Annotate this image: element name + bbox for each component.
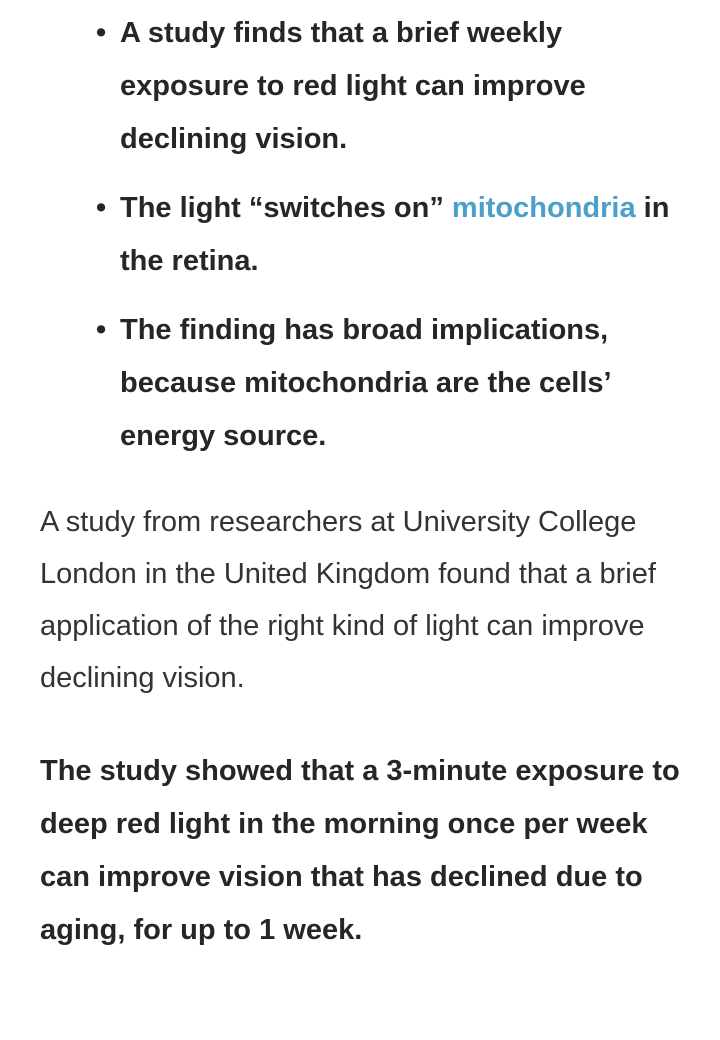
key-points-list — [96, 7, 686, 479]
bullet-icon: • — [96, 314, 107, 346]
key-point-text: The finding has broad implications, because mitochondria are the cells’ energy source. — [120, 314, 610, 452]
mitochondria-link[interactable]: mitochondria — [451, 192, 636, 224]
key-point-item — [96, 7, 686, 166]
body-paragraph-bold: The study showed that a 3-minute exposure to deep red light in the morning once per week can improve vision that has declined due to aging, for up to 1 week. — [40, 755, 680, 946]
key-point-text-after: in the retina. — [120, 192, 670, 277]
bullet-icon: • — [96, 17, 107, 49]
bullet-icon: • — [96, 192, 107, 224]
key-point-text: A study finds that a brief weekly exposure to red light can improve declining vision. — [120, 17, 586, 155]
key-point-text-before: The light “switches on” — [120, 192, 452, 224]
key-point-item — [96, 182, 686, 288]
key-point-item — [96, 304, 686, 463]
body-paragraph: A study from researchers at University College London in the United Kingdom found that a brief application of the right kind of light can improve declining vision. — [40, 506, 656, 694]
